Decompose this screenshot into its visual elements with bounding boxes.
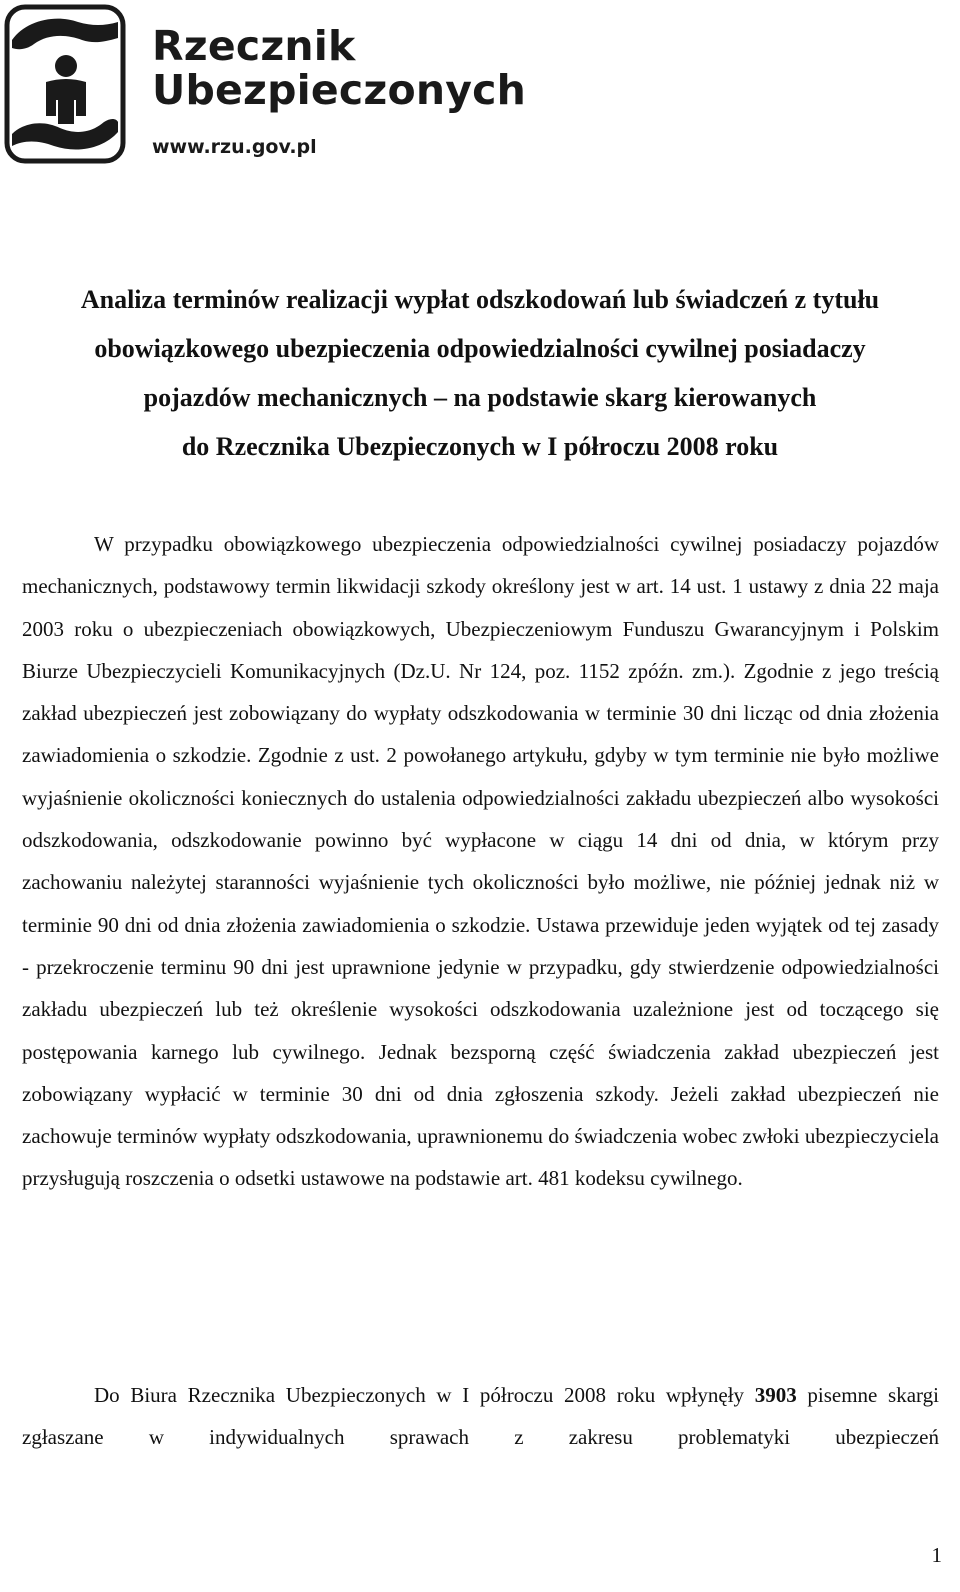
paragraph-2-text-before: Do Biura Rzecznika Ubezpieczonych w I półroczu 2008 roku wpłynęły: [94, 1383, 755, 1407]
document-title: [22, 275, 938, 471]
title-line-4: do Rzecznika Ubezpieczonych w I półroczu 2008 roku: [181, 432, 779, 461]
title-line-3: pojazdów mechanicznych – na podstawie skarg kierowanych: [143, 383, 817, 412]
logo-name-line1: Rzecznik: [152, 22, 356, 70]
title-line-2: obowiązkowego ubezpieczenia odpowiedzialności cywilnej posiadaczy: [94, 334, 866, 363]
logo: [4, 4, 564, 166]
title-line-1: Analiza terminów realizacji wypłat odszkodowań lub świadczeń z tytułu: [80, 285, 880, 314]
page-number: 1: [931, 1543, 942, 1567]
paragraph-2: [22, 1374, 939, 1459]
paragraph-2-text-after: pisemne skargi zgłaszane w indywidualnych sprawach z zakresu problematyki ubezpieczeń: [22, 1383, 939, 1450]
logo-url: www.rzu.gov.pl: [152, 136, 317, 158]
logo-name-line2: Ubezpieczonych: [152, 66, 527, 114]
logo-hands-person-icon: [4, 4, 126, 164]
complaints-count: 3903: [754, 1383, 797, 1407]
paragraph-1: W przypadku obowiązkowego ubezpieczenia odpowiedzialności cywilnej posiadaczy pojazdów mechanicznych, podstawowy termin likwidacji szkody określony jest w art. 14 ust. 1 ustawy z dnia 22 maja 2003 roku o ubezpieczeniach obowiązkowych, Ubezpieczeniowym Funduszu Gwarancyjnym i Polskim Biurze Ubezpieczycieli Komunikacyjnych (Dz.U. Nr 124, poz. 1152 zpóźn. zm.). Zgodnie z jego treścią zakład ubezpieczeń jest zobowiązany do wypłaty odszkodowania w terminie 30 dni licząc od dnia złożenia zawiadomienia o szkodzie. Zgodnie z ust. 2 powołanego artykułu, gdyby w tym terminie nie było możliwe wyjaśnienie okoliczności koniecznych do ustalenia odpowiedzialności zakładu ubezpieczeń albo wysokości odszkodowania, odszkodowanie powinno być wypłacone w ciągu 14 dni od dnia, w którym przy zachowaniu należytej staranności wyjaśnienie tych okoliczności było możliwe, nie później jednak niż w terminie 90 dni od dnia złożenia zawiadomienia o szkodzie. Ustawa przewiduje jeden wyjątek od tej zasady - przekroczenie terminu 90 dni jest uprawnione jedynie w przypadku, gdy stwierdzenie odpowiedzialności zakładu ubezpieczeń lub też określenie wysokości odszkodowania uzależnione jest od toczącego się postępowania karnego lub cywilnego. Jednak bezsporną część świadczenia zakład ubezpieczeń jest zobowiązany wypłacić w terminie 30 dni od dnia zgłoszenia szkody. Jeżeli zakład ubezpieczeń nie zachowuje terminów wypłaty odszkodowania, uprawnionemu do świadczenia wobec zwłoki ubezpieczyciela przysługują roszczenia o odsetki ustawowe na podstawie art. 481 kodeksu cywilnego.: [22, 532, 939, 1191]
logo-wordmark: [152, 24, 526, 112]
